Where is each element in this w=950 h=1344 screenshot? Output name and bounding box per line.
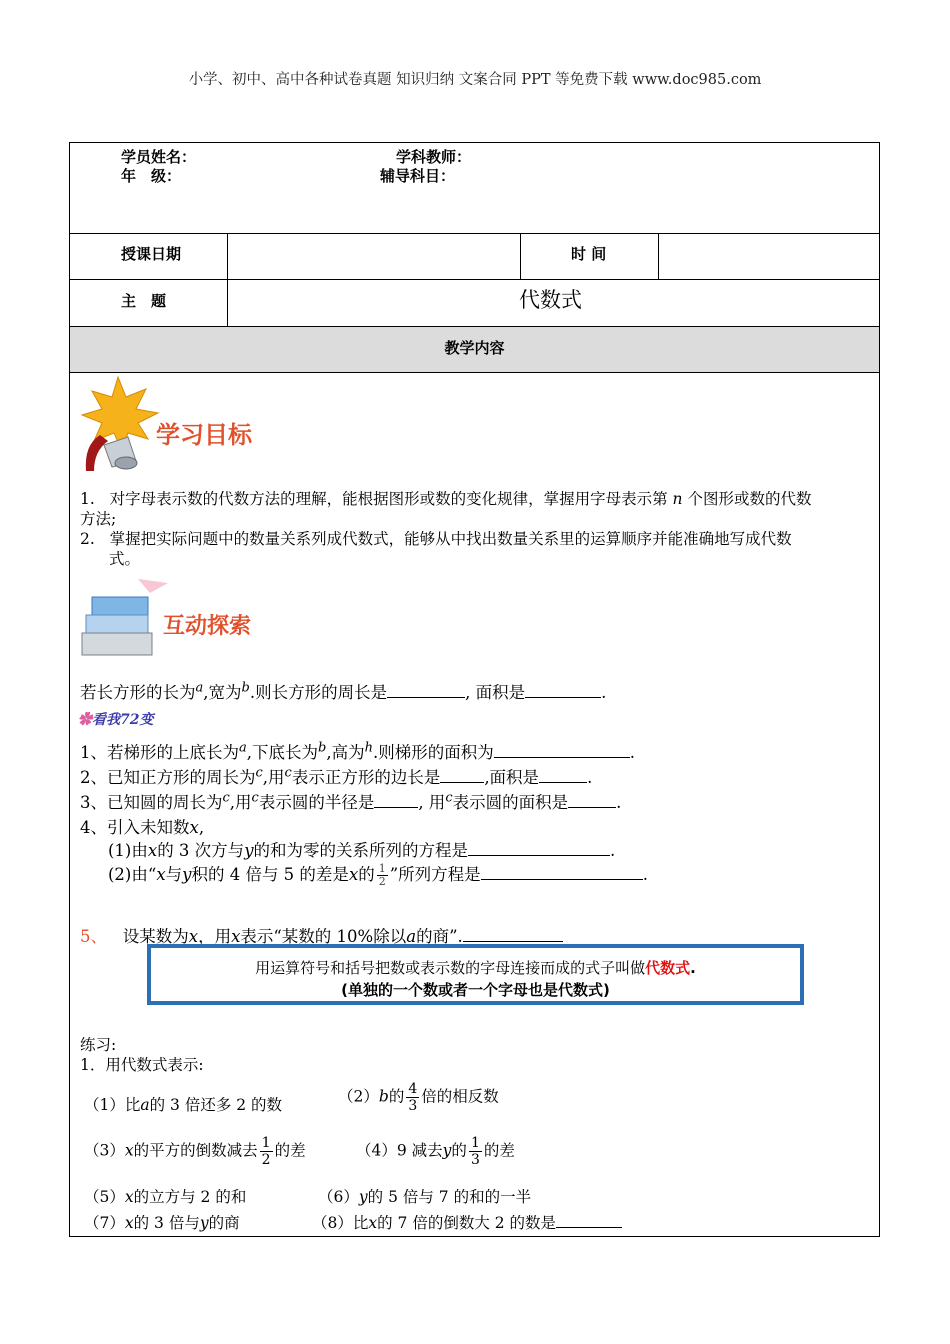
question-1: 1、若梯形的上底长为$^a$,下底长为$^b$,高为$^h$.则梯形的面积为 . bbox=[80, 740, 635, 762]
question-2: 2、已知正方形的周长为$^c$,用$^c$表示正方形的边长是 ,面积是 . bbox=[80, 765, 593, 787]
definition-line-1: 用运算符号和括号把数或表示数的字母连接而成的式子叫做代数式. bbox=[255, 959, 696, 977]
question-4-2: (2)由“x与y积的 4 倍与 5 的差是x的 $\frac{1}{2}$ ”所列方程是 . bbox=[108, 862, 648, 888]
practice-6: （6）y的 5 倍与 7 的和的一半 bbox=[318, 1188, 532, 1206]
practice-3: （3）x的平方的倒数减去 $\frac{1}{2}$ 的差 bbox=[84, 1135, 306, 1168]
practice-4: （4）9 减去y的 $\frac{1}{3}$ 的差 bbox=[356, 1135, 515, 1168]
date-label: 授课日期 bbox=[121, 245, 182, 263]
goal-text: 方法; bbox=[80, 510, 117, 528]
topic-label: 主 题 bbox=[121, 292, 167, 310]
grade-label: 年 级： bbox=[121, 167, 182, 185]
lookme-heading: ✿看我72变 bbox=[78, 712, 154, 728]
practice-title: 练习: bbox=[80, 1036, 117, 1054]
practice-item-1: 1．用代数式表示: bbox=[80, 1056, 204, 1074]
col-divider bbox=[520, 233, 521, 279]
maple-bell-icon bbox=[78, 375, 160, 475]
question-4-1: (1)由x的 3 次方与y的和为零的关系所列的方程是 . bbox=[108, 841, 616, 860]
practice-8: （8）比x的 7 倍的倒数大 2 的数是 bbox=[312, 1213, 622, 1233]
practice-7: （7）x的 3 倍与y的商 bbox=[84, 1214, 240, 1232]
site-banner: 小学、初中、高中各种试卷真题 知识归纳 文案合同 PPT 等免费下载 www.doc985.com bbox=[188, 72, 762, 88]
flower-icon: ✿ bbox=[78, 712, 92, 728]
time-label: 时 间 bbox=[571, 245, 607, 263]
col-divider bbox=[658, 233, 659, 279]
lesson-sheet bbox=[69, 142, 880, 1237]
goal-text: 式。 bbox=[109, 550, 141, 568]
goal-text: 个图形或数的代数 bbox=[687, 490, 812, 508]
goal-num: 2. bbox=[80, 530, 95, 548]
practice-5: （5）x的立方与 2 的和 bbox=[84, 1188, 247, 1206]
row-divider bbox=[70, 372, 879, 373]
question-4: 4、引入未知数x, bbox=[80, 818, 205, 837]
definition-box bbox=[147, 944, 804, 1005]
student-name-label: 学员姓名： bbox=[121, 148, 197, 166]
topic-value: 代数式 bbox=[519, 288, 582, 312]
col-divider bbox=[227, 233, 228, 326]
var-n: n bbox=[672, 490, 683, 508]
question-0: 若长方形的长为$^a$,宽为$^b$.则长方形的周长是 , 面积是 . bbox=[80, 680, 607, 702]
question-3: 3、已知圆的周长为$^c$,用$^c$表示圆的半径是 , 用$^c$表示圆的面积是 . bbox=[80, 790, 622, 812]
goal-item-1 bbox=[80, 489, 875, 529]
question-5: 5、 设某数为x，用x表示“某数的 10%除以a的商”. bbox=[80, 923, 563, 947]
explore-heading: 互动探索 bbox=[163, 614, 252, 639]
goal-num: 1. bbox=[80, 490, 95, 508]
fraction-1-3: $\frac{1}{3}$ bbox=[470, 1135, 480, 1168]
row-divider bbox=[70, 233, 879, 234]
row-divider bbox=[70, 326, 879, 327]
practice-1: （1）比a的 3 倍还多 2 的数 bbox=[84, 1096, 283, 1114]
subject-label: 辅导科目： bbox=[380, 167, 456, 185]
fraction-half: $\frac{1}{2}$ bbox=[378, 862, 386, 888]
goal-text: 掌握把实际问题中的数量关系列成代数式，能够从中找出数量关系里的运算顺序并能准确地写成代数 bbox=[109, 530, 792, 548]
books-icon bbox=[78, 575, 170, 665]
row-divider bbox=[70, 279, 879, 280]
content-label: 教学内容 bbox=[444, 339, 505, 357]
goal-item-2 bbox=[80, 529, 875, 569]
goal-text: 对字母表示数的代数方法的理解，能根据图形或数的变化规律，掌握用字母表示第 bbox=[109, 490, 668, 508]
practice-2: （2）b的 $\frac{4}{3}$ 倍的相反数 bbox=[338, 1081, 499, 1114]
teacher-label: 学科教师： bbox=[396, 148, 472, 166]
definition-line-2: (单独的一个数或者一个字母也是代数式) bbox=[341, 981, 610, 999]
fraction-4-3: $\frac{4}{3}$ bbox=[408, 1081, 418, 1114]
goals-heading: 学习目标 bbox=[156, 421, 252, 449]
fraction-1-2: $\frac{1}{2}$ bbox=[261, 1135, 271, 1168]
